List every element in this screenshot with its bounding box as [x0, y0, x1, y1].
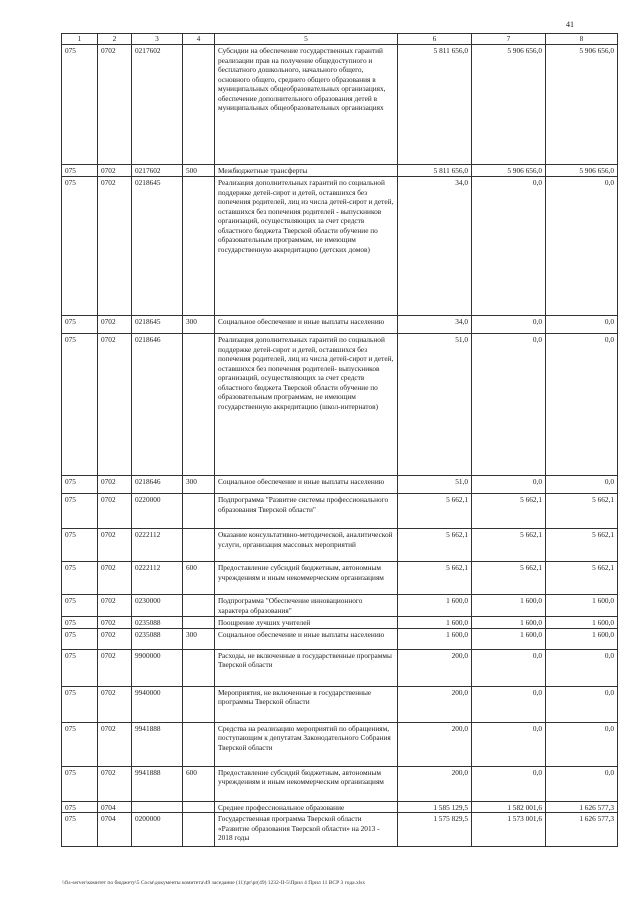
expense-type-cell: 600 — [183, 562, 215, 595]
target-code-cell: 0235088 — [132, 628, 183, 649]
description-cell: Предоставление субсидий бюджетным, автономным учреждениям и иным некоммерческим организациям — [215, 766, 398, 801]
amount-year3-cell: 5 662,1 — [546, 562, 618, 595]
amount-year3-cell: 5 906 656,0 — [546, 165, 618, 177]
target-code-cell: 0200000 — [132, 813, 183, 847]
section-code-cell: 0702 — [98, 722, 132, 766]
amount-year3-cell: 5 662,1 — [546, 529, 618, 562]
budget-table — [61, 33, 618, 847]
section-code-cell: 0702 — [98, 165, 132, 177]
amount-year1-cell: 200,0 — [398, 649, 472, 686]
amount-year3-cell: 0,0 — [546, 334, 618, 476]
target-code-cell: 9940000 — [132, 686, 183, 722]
admin-code-cell: 075 — [62, 766, 98, 801]
table-row — [62, 628, 618, 649]
amount-year2-cell: 1 600,0 — [472, 617, 546, 629]
description-cell: Государственная программа Тверской области «Развитие образования Тверской области» на 2013 - 2018 годы — [215, 813, 398, 847]
target-code-cell: 0217602 — [132, 165, 183, 177]
admin-code-cell: 075 — [62, 722, 98, 766]
amount-year1-cell: 1 600,0 — [398, 628, 472, 649]
amount-year1-cell: 1 575 829,5 — [398, 813, 472, 847]
section-code-cell: 0702 — [98, 562, 132, 595]
amount-year2-cell: 5 662,1 — [472, 562, 546, 595]
admin-code-cell: 075 — [62, 165, 98, 177]
description-cell: Мероприятия, не включенные в государственные программы Тверской области — [215, 686, 398, 722]
section-code-cell: 0702 — [98, 529, 132, 562]
table-row — [62, 813, 618, 847]
expense-type-cell — [183, 595, 215, 617]
description-cell: Оказание консультативно-методической, аналитической услуги, организация массовых мероприятий — [215, 529, 398, 562]
header-cell: 5 — [215, 34, 398, 45]
amount-year1-cell: 200,0 — [398, 766, 472, 801]
section-code-cell: 0702 — [98, 628, 132, 649]
admin-code-cell: 075 — [62, 177, 98, 316]
admin-code-cell: 075 — [62, 628, 98, 649]
amount-year3-cell: 1 600,0 — [546, 628, 618, 649]
expense-type-cell: 300 — [183, 476, 215, 494]
admin-code-cell: 075 — [62, 562, 98, 595]
amount-year1-cell: 5 662,1 — [398, 562, 472, 595]
expense-type-cell — [183, 334, 215, 476]
table-row — [62, 595, 618, 617]
header-cell: 7 — [472, 34, 546, 45]
description-cell: Расходы, не включенные в государственные программы Тверской области — [215, 649, 398, 686]
table-row — [62, 165, 618, 177]
amount-year3-cell: 1 600,0 — [546, 617, 618, 629]
amount-year2-cell: 0,0 — [472, 316, 546, 334]
description-cell: Реализация дополнительных гарантий по социальной поддержке детей-сирот и детей, оставшихся без попечения родителей, лиц из числа детей-сирот и детей, оставшихся без попечения родителей- выпускников организаций, осуществляющих за счет средств областного бюджета Тверской области обучение по образовательным программам, не имеющим государственную аккредитацию (школ-интернатов) — [215, 334, 398, 476]
expense-type-cell: 300 — [183, 628, 215, 649]
table-row — [62, 649, 618, 686]
target-code-cell: 0220000 — [132, 494, 183, 529]
section-code-cell: 0702 — [98, 686, 132, 722]
admin-code-cell: 075 — [62, 595, 98, 617]
table-row — [62, 722, 618, 766]
amount-year3-cell: 1 626 577,3 — [546, 813, 618, 847]
amount-year3-cell: 5 906 656,0 — [546, 45, 618, 165]
section-code-cell: 0702 — [98, 649, 132, 686]
admin-code-cell: 075 — [62, 529, 98, 562]
amount-year2-cell: 0,0 — [472, 766, 546, 801]
amount-year1-cell: 51,0 — [398, 334, 472, 476]
amount-year1-cell: 200,0 — [398, 722, 472, 766]
amount-year1-cell: 5 662,1 — [398, 529, 472, 562]
expense-type-cell: 600 — [183, 766, 215, 801]
amount-year1-cell: 5 811 656,0 — [398, 165, 472, 177]
amount-year2-cell: 0,0 — [472, 649, 546, 686]
admin-code-cell: 075 — [62, 649, 98, 686]
description-cell: Среднее профессиональное образование — [215, 801, 398, 813]
amount-year3-cell: 0,0 — [546, 649, 618, 686]
amount-year1-cell: 200,0 — [398, 686, 472, 722]
amount-year1-cell: 1 585 129,5 — [398, 801, 472, 813]
amount-year3-cell: 0,0 — [546, 316, 618, 334]
expense-type-cell — [183, 529, 215, 562]
table-row — [62, 686, 618, 722]
description-cell: Субсидии на обеспечение государственных гарантий реализации прав на получение общедоступного и бесплатного дошкольного, начального общего, основного общего, среднего общего образования в муниципальных общеобразовательных организациях, обеспечение дополнительного образования детей в муниципальных общеобразовательных организациях — [215, 45, 398, 165]
admin-code-cell: 075 — [62, 316, 98, 334]
target-code-cell: 9941888 — [132, 722, 183, 766]
table-row — [62, 617, 618, 629]
table-row — [62, 766, 618, 801]
description-cell: Средства на реализацию мероприятий по обращениям, поступающим к депутатам Законодательного Собрания Тверской области — [215, 722, 398, 766]
table-row — [62, 562, 618, 595]
expense-type-cell — [183, 617, 215, 629]
description-cell: Межбюджетные трансферты — [215, 165, 398, 177]
section-code-cell: 0702 — [98, 476, 132, 494]
amount-year2-cell: 5 906 656,0 — [472, 165, 546, 177]
amount-year3-cell: 0,0 — [546, 177, 618, 316]
header-cell: 2 — [98, 34, 132, 45]
header-cell: 6 — [398, 34, 472, 45]
amount-year2-cell: 0,0 — [472, 334, 546, 476]
target-code-cell: 0218645 — [132, 177, 183, 316]
expense-type-cell — [183, 813, 215, 847]
expense-type-cell — [183, 722, 215, 766]
amount-year1-cell: 51,0 — [398, 476, 472, 494]
expense-type-cell: 500 — [183, 165, 215, 177]
target-code-cell — [132, 801, 183, 813]
amount-year1-cell: 5 811 656,0 — [398, 45, 472, 165]
amount-year2-cell: 1 573 001,6 — [472, 813, 546, 847]
section-code-cell: 0702 — [98, 595, 132, 617]
target-code-cell: 0222112 — [132, 529, 183, 562]
expense-type-cell: 300 — [183, 316, 215, 334]
expense-type-cell — [183, 801, 215, 813]
expense-type-cell — [183, 45, 215, 165]
description-cell: Подпрограмма "Развитие системы профессионального образования Тверской области" — [215, 494, 398, 529]
admin-code-cell: 075 — [62, 686, 98, 722]
amount-year1-cell: 34,0 — [398, 316, 472, 334]
section-code-cell: 0704 — [98, 813, 132, 847]
description-cell: Подпрограмма "Обеспечение инновационного характера образования" — [215, 595, 398, 617]
table-row — [62, 177, 618, 316]
target-code-cell: 0218646 — [132, 334, 183, 476]
table-row — [62, 529, 618, 562]
description-cell: Предоставление субсидий бюджетным, автономным учреждениям и иным некоммерческим организациям — [215, 562, 398, 595]
section-code-cell: 0702 — [98, 494, 132, 529]
target-code-cell: 0218645 — [132, 316, 183, 334]
amount-year2-cell: 0,0 — [472, 686, 546, 722]
description-cell: Поощрение лучших учителей — [215, 617, 398, 629]
amount-year2-cell: 0,0 — [472, 177, 546, 316]
amount-year2-cell: 1 600,0 — [472, 595, 546, 617]
target-code-cell: 0230000 — [132, 595, 183, 617]
section-code-cell: 0702 — [98, 617, 132, 629]
description-cell: Социальное обеспечение и иные выплаты населению — [215, 316, 398, 334]
amount-year1-cell: 1 600,0 — [398, 595, 472, 617]
expense-type-cell — [183, 686, 215, 722]
file-path-footer: \\fis-server\комитет по бюджету\5 Сосм\документы комитета\49 заседание (11)\pr\pr(49) 1232-II-5\Прил 4 Прил 11 ВСР 3 года.xlsx — [62, 880, 366, 886]
amount-year2-cell: 1 582 001,6 — [472, 801, 546, 813]
amount-year3-cell: 0,0 — [546, 766, 618, 801]
header-cell: 3 — [132, 34, 183, 45]
target-code-cell: 9900000 — [132, 649, 183, 686]
admin-code-cell: 075 — [62, 334, 98, 476]
amount-year3-cell: 1 600,0 — [546, 595, 618, 617]
header-cell: 8 — [546, 34, 618, 45]
section-code-cell: 0702 — [98, 766, 132, 801]
table-row — [62, 801, 618, 813]
header-cell: 1 — [62, 34, 98, 45]
section-code-cell: 0702 — [98, 316, 132, 334]
description-cell: Социальное обеспечение и иные выплаты населению — [215, 628, 398, 649]
section-code-cell: 0702 — [98, 177, 132, 316]
amount-year2-cell: 5 662,1 — [472, 494, 546, 529]
description-cell: Реализация дополнительных гарантий по социальной поддержке детей-сирот и детей, оставшихся без попечения родителей, лиц из числа детей-сирот и детей, оставшихся без попечения родителей - выпускников организаций, осуществляющих за счет средств областного бюджета Тверской области обучение по образовательным программам, не имеющим государственную аккредитацию (детских домов) — [215, 177, 398, 316]
amount-year2-cell: 0,0 — [472, 476, 546, 494]
target-code-cell: 0218646 — [132, 476, 183, 494]
expense-type-cell — [183, 177, 215, 316]
target-code-cell: 0222112 — [132, 562, 183, 595]
amount-year1-cell: 5 662,1 — [398, 494, 472, 529]
section-code-cell: 0702 — [98, 45, 132, 165]
amount-year3-cell: 1 626 577,3 — [546, 801, 618, 813]
table-row — [62, 316, 618, 334]
admin-code-cell: 075 — [62, 45, 98, 165]
section-code-cell: 0704 — [98, 801, 132, 813]
admin-code-cell: 075 — [62, 801, 98, 813]
target-code-cell: 9941888 — [132, 766, 183, 801]
admin-code-cell: 075 — [62, 617, 98, 629]
table-row — [62, 45, 618, 165]
amount-year2-cell: 5 662,1 — [472, 529, 546, 562]
amount-year2-cell: 0,0 — [472, 722, 546, 766]
target-code-cell: 0217602 — [132, 45, 183, 165]
table-row — [62, 476, 618, 494]
amount-year1-cell: 34,0 — [398, 177, 472, 316]
header-row — [62, 34, 618, 45]
admin-code-cell: 075 — [62, 494, 98, 529]
amount-year3-cell: 0,0 — [546, 686, 618, 722]
header-cell: 4 — [183, 34, 215, 45]
amount-year2-cell: 1 600,0 — [472, 628, 546, 649]
amount-year3-cell: 5 662,1 — [546, 494, 618, 529]
section-code-cell: 0702 — [98, 334, 132, 476]
table-row — [62, 334, 618, 476]
amount-year1-cell: 1 600,0 — [398, 617, 472, 629]
expense-type-cell — [183, 649, 215, 686]
admin-code-cell: 075 — [62, 476, 98, 494]
amount-year3-cell: 0,0 — [546, 722, 618, 766]
admin-code-cell: 075 — [62, 813, 98, 847]
amount-year2-cell: 5 906 656,0 — [472, 45, 546, 165]
description-cell: Социальное обеспечение и иные выплаты населению — [215, 476, 398, 494]
page-number: 41 — [566, 20, 574, 29]
expense-type-cell — [183, 494, 215, 529]
table-row — [62, 494, 618, 529]
target-code-cell: 0235088 — [132, 617, 183, 629]
amount-year3-cell: 0,0 — [546, 476, 618, 494]
